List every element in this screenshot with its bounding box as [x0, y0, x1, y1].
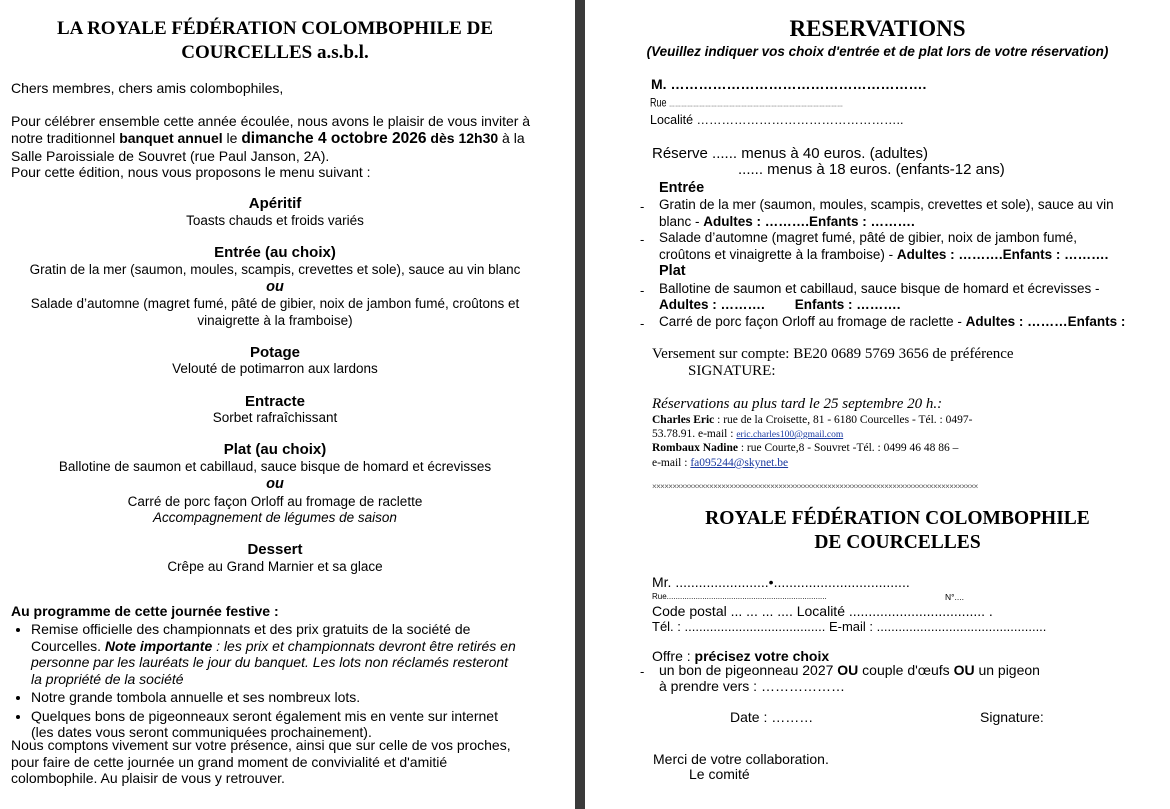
programme-list — [11, 621, 556, 741]
plat-heading: Plat — [659, 263, 686, 279]
contact-name: Rombaux Nadine — [652, 442, 738, 454]
banquet-label: banquet annuel — [119, 130, 223, 146]
offer-text: un pigeon — [974, 662, 1040, 678]
signature-label: SIGNATURE: — [688, 363, 776, 379]
menu-item: vinaigrette à la framboise) — [197, 313, 353, 328]
date-field[interactable]: Date : ……… — [730, 709, 814, 725]
contact-1-email-line — [652, 428, 843, 440]
greeting: Chers membres, chers amis colombophiles, — [11, 80, 284, 96]
street-dots: …………………………………………………………………………… — [669, 101, 844, 109]
count-fields: Adultes : ……….Enfants : ………. — [703, 214, 915, 229]
street-label: Rue — [650, 96, 667, 109]
res-plat-2[interactable] — [659, 314, 1125, 329]
menu-item: Accompagnement de légumes de saison — [153, 510, 397, 525]
menu-heading-potage: Potage — [249, 344, 300, 361]
form-title-1: ROYALE FÉDÉRATION COLOMBOPHILE — [705, 508, 1090, 529]
programme-item — [31, 621, 556, 687]
programme-item: • Notre grande tombola annuelle et ses nombreux lots. — [31, 689, 556, 706]
offer-or: OU — [953, 662, 975, 678]
menu-heading-dessert: Dessert — [247, 541, 303, 558]
thanks: Merci de votre collaboration. — [653, 751, 829, 767]
banquet-time: dès 12h30 — [426, 130, 499, 146]
res-plat-1-counts[interactable]: Adultes : ………. Enfants : ………. — [659, 297, 901, 312]
banquet-date: dimanche 4 octobre 2026 — [241, 130, 427, 147]
dash: - — [640, 664, 645, 679]
dash: - — [640, 232, 645, 247]
closing-line-2: pour faire de cette journée un grand moment de convivialité et d'amitié — [11, 754, 448, 770]
contact-phone: 53.78.91. e-mail : — [652, 428, 737, 440]
form-number-field[interactable]: N°.... — [945, 592, 964, 602]
menu-item: Ballotine de saumon et cabillaud, sauce bisque de homard et écrevisses — [58, 459, 492, 474]
title-line-1: LA ROYALE FÉDÉRATION COLOMBOPHILE DE — [56, 18, 494, 39]
closing-line-3: colombophile. Au plaisir de vous y retrouver. — [11, 770, 285, 786]
contact-1 — [652, 414, 972, 426]
intro-line-4: Pour cette édition, nous vous proposons le menu suivant : — [11, 164, 371, 180]
dash: - — [640, 283, 645, 298]
menu-item: Crêpe au Grand Marnier et sa glace — [167, 559, 383, 574]
contact-address: : rue de la Croisette, 81 - 6180 Courcelles - Tél. : 0497- — [714, 414, 973, 426]
deadline: Réservations au plus tard le 25 septembre 20 h.: — [652, 396, 943, 412]
offer-label: Offre : — [652, 648, 695, 664]
menu-item: Carré de porc façon Orloff au fromage de raclette — [127, 494, 423, 509]
programme-item — [31, 708, 556, 741]
dash: - — [640, 316, 645, 331]
contact-name: Charles Eric — [652, 414, 715, 426]
note-important: Note importante — [104, 637, 213, 654]
menu-item: Velouté de potimarron aux lardons — [172, 361, 378, 376]
intro-line-1: Pour célébrer ensemble cette année écoulée, nous avons le plaisir de vous inviter à — [11, 113, 531, 129]
cut-line: ×××××××××××××××××××××××××××××××××××××××××××××××××××××××××××××××××××××××××××××××× — [652, 482, 978, 491]
res-text: Carré de porc façon Orloff au fromage de raclette - — [659, 314, 966, 329]
signature-field[interactable]: Signature: — [980, 709, 1044, 725]
res-plat-1: Ballotine de saumon et cabillaud, sauce bisque de homard et écrevisses - — [659, 281, 1100, 296]
offer-text: un bon de pigeonneau 2027 — [659, 662, 838, 678]
reservations-subtitle: (Veuillez indiquer vos choix d'entrée et de plat lors de votre réservation) — [646, 44, 1109, 59]
menu-heading-aperitif: Apéritif — [248, 195, 302, 212]
menu-heading-entree: Entrée (au choix) — [214, 244, 336, 261]
reservations-title: RESERVATIONS — [789, 16, 966, 41]
reserve-adults: Réserve ...... menus à 40 euros. (adultes) — [652, 145, 928, 162]
programme-text: Quelques bons de pigeonneaux seront également mis en vente sur internet — [31, 707, 498, 724]
invitation-panel — [0, 0, 575, 809]
menu-item: Sorbet rafraîchissant — [212, 410, 338, 425]
count-fields: Adultes : ……….Enfants : ………. — [896, 247, 1109, 262]
offer-options[interactable] — [659, 662, 1040, 678]
committee: Le comité — [689, 766, 750, 782]
title-line-2: COURCELLES a.s.b.l. — [181, 42, 369, 63]
programme-text: Courcelles. — [31, 637, 105, 654]
menu-item: Salade d’automne (magret fumé, pâté de gibier, noix de jambon fumé, croûtons et — [30, 296, 520, 311]
menu-item: Toasts chauds et froids variés — [186, 213, 364, 228]
entree-heading: Entrée — [659, 180, 705, 196]
dash: - — [640, 199, 645, 214]
closing-line-1: Nous comptons vivement sur votre présence, ainsi que sur celle de vos proches, — [11, 737, 511, 753]
offer-instruction: précisez votre choix — [694, 648, 830, 664]
form-title-2: DE COURCELLES — [814, 532, 981, 553]
programme-heading: Au programme de cette journée festive : — [11, 603, 279, 619]
res-entree-1-counts[interactable] — [659, 214, 915, 229]
locality-field[interactable]: Localité ………………………………………….. — [650, 113, 904, 127]
programme-text: personne par les lauréats le jour du banquet. Les lots non réclamés resteront — [31, 654, 509, 670]
res-entree-1: Gratin de la mer (saumon, moules, scampis, crevettes et sole), sauce au vin — [659, 197, 1114, 212]
programme-text: Remise officielle des championnats et des prix gratuits de la société de — [31, 621, 471, 637]
form-name-field[interactable]: Mr. ........................•................................... — [652, 574, 910, 590]
count-fields: Adultes : ………Enfants : — [965, 314, 1126, 329]
offer-or: OU — [837, 662, 859, 678]
offer-pickup-field[interactable]: à prendre vers : ……………… — [659, 678, 845, 694]
contact-2-email-line — [652, 457, 788, 469]
menu-or: ou — [266, 476, 284, 492]
contact-2-email-link[interactable]: fa095244@skynet.be — [690, 457, 789, 469]
invitation-title — [10, 17, 540, 65]
contact-label: e-mail : — [652, 457, 691, 469]
programme-text: : les prix et championnats devront être retirés en — [212, 637, 516, 654]
intro-text: notre traditionnel — [11, 130, 120, 146]
page-divider — [575, 0, 585, 809]
res-text: croûtons et vinaigrette à la framboise) - — [659, 247, 897, 262]
contact-address: : rue Courte,8 - Souvret -Tél. : 0499 46 48 86 – — [740, 442, 959, 454]
reservation-panel — [585, 0, 1170, 809]
programme-text: (les dates vous seront communiquées prochainement). — [31, 724, 372, 740]
intro-text: à la — [498, 130, 525, 146]
contact-2 — [652, 442, 958, 454]
menu-item: Gratin de la mer (saumon, moules, scampis, crevettes et sole), sauce au vin blanc — [29, 262, 521, 277]
intro-line-3: Salle Paroissiale de Souvret (rue Paul Janson, 2A). — [11, 148, 330, 164]
street-field[interactable] — [650, 96, 843, 109]
form-street-field[interactable]: Rue........................................................................ — [652, 592, 827, 601]
res-text: blanc - — [659, 214, 704, 229]
form-phone-email[interactable]: Tél. : ....................................... E-mail : ............................................... — [652, 619, 1047, 634]
programme-text: la propriété de la société — [31, 670, 184, 687]
reserve-children: ...... menus à 18 euros. (enfants-12 ans) — [738, 161, 1005, 178]
name-field[interactable]: M. ………………………………………………. — [651, 76, 927, 92]
menu-or: ou — [266, 279, 284, 295]
bank-transfer: Versement sur compte: BE20 0689 5769 3656 de préférence — [652, 346, 1014, 362]
offer-text: couple d'œufs — [858, 662, 954, 678]
menu-heading-entracte: Entracte — [244, 393, 306, 410]
intro-line-2 — [11, 130, 525, 148]
res-entree-2: Salade d’automne (magret fumé, pâté de gibier, noix de jambon fumé, — [659, 230, 1077, 245]
menu-heading-plat: Plat (au choix) — [223, 441, 327, 458]
form-postcode-locality[interactable]: Code postal ... ... ... .... Localité ................................... . — [652, 603, 993, 619]
contact-1-email-link[interactable]: eric.charles100@gmail.com — [736, 430, 844, 440]
res-entree-2-counts[interactable] — [659, 247, 1108, 262]
intro-text: le — [222, 130, 242, 146]
